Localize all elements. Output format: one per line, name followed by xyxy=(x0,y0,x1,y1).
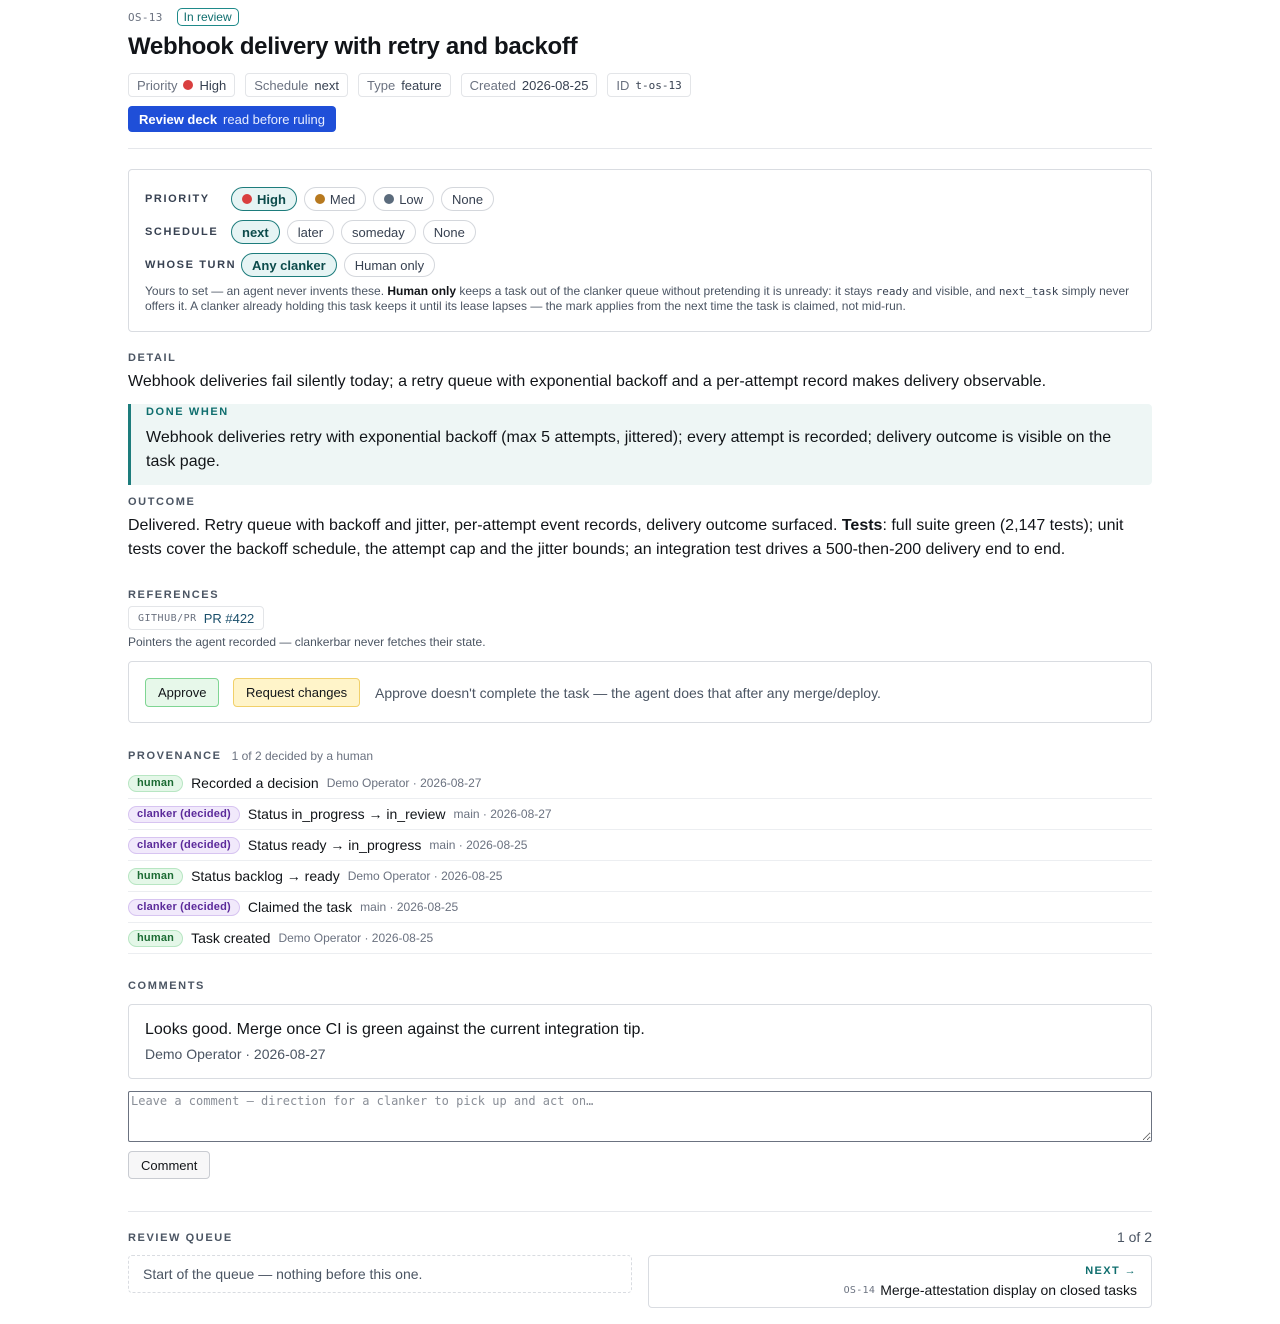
slate-dot-icon xyxy=(384,194,394,204)
priority-setting-row xyxy=(145,187,494,211)
priority-option-none[interactable] xyxy=(441,187,494,211)
schedule-option-label: someday xyxy=(352,224,405,240)
provenance-row xyxy=(128,861,1152,892)
settings-panel xyxy=(128,169,1152,332)
schedule-option-someday[interactable] xyxy=(341,220,416,244)
settings-note-text: simply never offers it. A clanker already holding this task keeps it until its lease lapses — the mark applies from the next time the task is claimed, not mid-run. xyxy=(145,284,1130,313)
reference-kind: GITHUB/PR xyxy=(138,612,197,624)
provenance-meta: Demo Operator · 2026-08-25 xyxy=(278,931,434,945)
page-title: Webhook delivery with retry and backoff xyxy=(128,33,578,60)
schedule-option-later[interactable] xyxy=(287,220,334,244)
actor-badge: clanker (decided) xyxy=(128,899,240,916)
detail-text: Webhook deliveries fail silently today; a retry queue with exponential backoff and a per-attempt record makes delivery observable. xyxy=(128,373,1047,390)
id-chip xyxy=(607,73,690,97)
provenance-action: Task created xyxy=(191,930,271,946)
review-queue-count: 1 of 2 xyxy=(1116,1229,1152,1245)
created-chip-value: 2026-08-25 xyxy=(521,77,589,93)
schedule-options xyxy=(231,220,476,244)
provenance-list xyxy=(128,768,1152,954)
whose-turn-option-label: Any clanker xyxy=(252,257,326,273)
actor-badge: human xyxy=(128,775,183,792)
task-header-line xyxy=(128,8,239,26)
review-deck-label: Review deck xyxy=(139,111,218,127)
priority-dot-icon xyxy=(183,80,193,90)
outcome-text-bold: Tests xyxy=(841,517,883,534)
provenance-meta: main · 2026-08-25 xyxy=(360,900,459,914)
priority-option-label: None xyxy=(452,191,484,207)
red-dot-icon xyxy=(242,194,252,204)
queue-next-code: OS-14 xyxy=(843,1284,876,1296)
priority-setting-label: PRIORITY xyxy=(145,193,210,205)
settings-note-text: Yours to set — an agent never invents these. xyxy=(145,284,388,298)
schedule-chip xyxy=(245,73,348,97)
references-note: Pointers the agent recorded — clankerbar never fetches their state. xyxy=(128,635,486,649)
queue-prev-placeholder xyxy=(128,1255,632,1293)
comments-label: COMMENTS xyxy=(128,980,205,992)
settings-note-text: keeps a task out of the clanker queue without pretending it is unready: it stays xyxy=(456,284,876,298)
queue-next-label: NEXT → xyxy=(1085,1265,1137,1277)
provenance-row xyxy=(128,799,1152,830)
priority-option-label: High xyxy=(257,191,286,207)
outcome-text xyxy=(128,514,1152,562)
priority-option-high[interactable] xyxy=(231,187,297,211)
priority-chip xyxy=(128,73,235,97)
queue-next-link[interactable] xyxy=(648,1255,1152,1308)
id-chip-key: ID xyxy=(616,77,630,93)
schedule-setting-row xyxy=(145,220,476,244)
provenance-meta: main · 2026-08-25 xyxy=(429,838,528,852)
schedule-option-none[interactable] xyxy=(423,220,476,244)
reference-value: PR #422 xyxy=(203,610,255,626)
priority-chip-key: Priority xyxy=(137,77,178,93)
detail-label: DETAIL xyxy=(128,352,177,364)
queue-prev-text: Start of the queue — nothing before this one. xyxy=(143,1266,423,1282)
schedule-chip-key: Schedule xyxy=(254,77,309,93)
provenance-row xyxy=(128,892,1152,923)
provenance-action: Recorded a decision xyxy=(191,775,319,791)
done-when-label: DONE WHEN xyxy=(146,406,229,418)
provenance-row xyxy=(128,923,1152,954)
created-chip-key: Created xyxy=(469,77,516,93)
comment-text: Looks good. Merge once CI is green against the current integration tip. xyxy=(145,1021,645,1038)
schedule-option-label: None xyxy=(433,224,465,240)
schedule-option-label: next xyxy=(242,224,269,240)
queue-next-row xyxy=(844,1282,1137,1298)
queue-divider xyxy=(128,1211,1152,1212)
priority-option-med[interactable] xyxy=(304,187,366,211)
schedule-option-label: later xyxy=(297,224,324,240)
approve-button[interactable]: Approve xyxy=(145,678,219,707)
comment-button[interactable]: Comment xyxy=(128,1151,210,1179)
settings-note xyxy=(145,284,1140,314)
priority-chip-value: High xyxy=(199,77,227,93)
whose-turn-setting-row xyxy=(145,253,435,277)
settings-note-text: and visible, and xyxy=(908,284,999,298)
provenance-action: Status in_progress → in_review xyxy=(247,806,446,822)
actor-badge: human xyxy=(128,930,183,947)
review-queue-label: REVIEW QUEUE xyxy=(128,1232,233,1244)
provenance-meta: Demo Operator · 2026-08-27 xyxy=(326,776,482,790)
whose-turn-option-human-only[interactable] xyxy=(344,253,435,277)
provenance-action: Claimed the task xyxy=(247,899,353,915)
provenance-header xyxy=(128,749,373,763)
amber-dot-icon xyxy=(315,194,325,204)
status-badge: In review xyxy=(177,8,239,26)
outcome-text-part: Delivered. Retry queue with backoff and jitter, per-attempt event records, delivery outcome surfaced. xyxy=(128,517,842,534)
provenance-meta: main · 2026-08-27 xyxy=(453,807,552,821)
task-code: OS-13 xyxy=(128,10,163,24)
settings-note-code: ready xyxy=(875,285,909,298)
meta-chips xyxy=(128,73,691,97)
type-chip-value: feature xyxy=(401,77,442,93)
id-chip-value: t-os-13 xyxy=(635,78,682,92)
provenance-row xyxy=(128,830,1152,861)
decision-panel xyxy=(128,661,1152,723)
schedule-option-next[interactable] xyxy=(231,220,280,244)
queue-next-title: Merge-attestation display on closed tasks xyxy=(880,1282,1137,1298)
provenance-meta: Demo Operator · 2026-08-25 xyxy=(347,869,503,883)
done-when-box xyxy=(128,404,1152,485)
comment-input[interactable] xyxy=(128,1091,1152,1142)
provenance-row xyxy=(128,768,1152,799)
whose-turn-option-any-clanker[interactable] xyxy=(241,253,337,277)
done-when-text: Webhook deliveries retry with exponential backoff (max 5 attempts, jittered); every attempt is recorded; delivery outcome is visible on the task page. xyxy=(146,429,1112,470)
priority-options xyxy=(231,187,494,211)
decision-note: Approve doesn't complete the task — the agent does that after any merge/deploy. xyxy=(375,685,881,701)
actor-badge: human xyxy=(128,868,183,885)
comment-meta: Demo Operator · 2026-08-27 xyxy=(145,1046,326,1062)
header-divider xyxy=(128,148,1152,149)
actor-badge: clanker (decided) xyxy=(128,806,240,823)
settings-note-code: next_task xyxy=(998,285,1059,298)
schedule-setting-label: SCHEDULE xyxy=(145,226,219,238)
reference-chip[interactable] xyxy=(128,606,264,630)
review-deck-button[interactable] xyxy=(128,106,336,132)
provenance-label: PROVENANCE xyxy=(128,750,222,762)
review-deck-sub: read before ruling xyxy=(223,111,325,127)
schedule-chip-value: next xyxy=(314,77,339,93)
outcome-text-part: : full suite green (2,147 tests); unit tests cover the backoff schedule, the attempt cap and the jitter bounds; an integration test drives a 500-then-200 delivery end to end. xyxy=(128,517,1124,558)
created-chip xyxy=(461,73,598,97)
provenance-action: Status backlog → ready xyxy=(191,868,340,884)
priority-option-label: Low xyxy=(399,191,424,207)
priority-option-low[interactable] xyxy=(373,187,434,211)
references-label: REFERENCES xyxy=(128,589,220,601)
priority-option-label: Med xyxy=(329,191,356,207)
type-chip xyxy=(358,73,451,97)
outcome-label: OUTCOME xyxy=(128,496,196,508)
type-chip-key: Type xyxy=(367,77,396,93)
whose-turn-option-label: Human only xyxy=(354,257,425,273)
whose-turn-setting-label: WHOSE TURN xyxy=(145,259,237,271)
actor-badge: clanker (decided) xyxy=(128,837,240,854)
settings-note-bold: Human only xyxy=(387,284,457,298)
provenance-sub: 1 of 2 decided by a human xyxy=(231,749,374,763)
whose-turn-options xyxy=(241,253,435,277)
provenance-action: Status ready → in_progress xyxy=(247,837,422,853)
comment-card xyxy=(128,1004,1152,1079)
request-changes-button[interactable]: Request changes xyxy=(233,678,360,707)
